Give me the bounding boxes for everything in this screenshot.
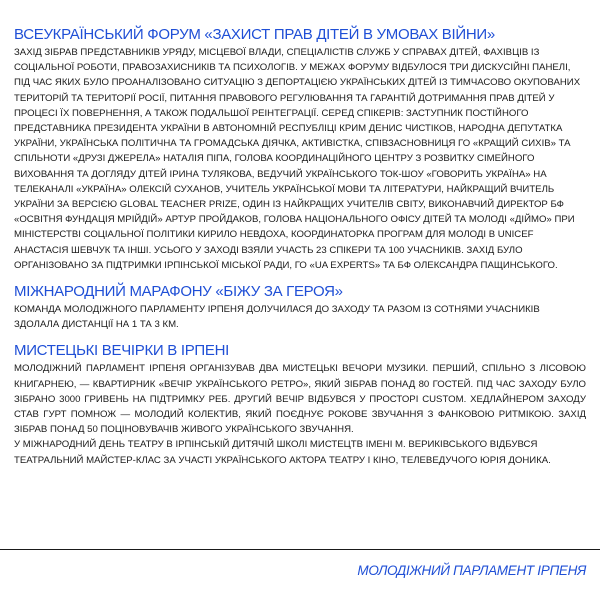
section-art-evenings	[14, 342, 586, 467]
section-marathon	[14, 283, 586, 332]
section-paragraph: У МІЖНАРОДНИЙ ДЕНЬ ТЕАТРУ В ІРПІНСЬКІЙ ДИТЯЧІЙ ШКОЛІ МИСТЕЦТВ ІМЕНІ М. ВЕРИКІВСЬКОГО ВІДБУВСЯ ТЕАТРАЛЬНИЙ МАЙСТЕР-КЛАС ЗА УЧАСТІ УКРАЇНСЬКОГО АКТОРА ТЕАТРУ І КІНО, ТЕЛЕВЕДУЧОГО ЮРІЯ ДОНИКА.	[14, 439, 551, 466]
section-heading: ВСЕУКРАЇНСЬКИЙ ФОРУМ «ЗАХИСТ ПРАВ ДІТЕЙ В УМОВАХ ВІЙНИ»	[14, 26, 495, 43]
article-body	[14, 26, 586, 478]
section-heading: МІЖНАРОДНИЙ МАРАФОНУ «БІЖУ ЗА ГЕРОЯ»	[14, 283, 343, 301]
section-paragraph: КОМАНДА МОЛОДІЖНОГО ПАРЛАМЕНТУ ІРПЕНЯ ДОЛУЧИЛАСЯ ДО ЗАХОДУ ТА РАЗОМ ІЗ СОТНЯМИ УЧАСНИКІВ ЗДОЛАЛА ДИСТАНЦІЇ НА 1 ТА 3 КМ.	[14, 304, 540, 331]
footer-org-name: МОЛОДІЖНИЙ ПАРЛАМЕНТ ІРПЕНЯ	[357, 563, 586, 578]
section-heading: МИСТЕЦЬКІ ВЕЧІРКИ В ІРПЕНІ	[14, 342, 229, 360]
section-forum	[14, 26, 586, 273]
footer-divider	[0, 549, 600, 550]
section-paragraph: МОЛОДІЖНИЙ ПАРЛАМЕНТ ІРПЕНЯ ОРГАНІЗУВАВ ДВА МИСТЕЦЬКІ ВЕЧОРИ МУЗИКИ. ПЕРШИЙ, СПІЛЬНО З ЛІСОВОЮ КНИГАРНЕЮ, — КВАРТИРНИК «ВЕЧІР УКРАЇНСЬКОГО РЕТРО», ЯКИЙ ЗІБРАВ ПОНАД 80 ГОСТЕЙ. ПІД ЧАС ЗАХОДУ БУЛО ЗІБРАНО 3000 ГРИВЕНЬ НА ПІДТРИМКУ РЕБ. ДРУГИЙ ВЕЧІР ВІДБУВСЯ У ПРОСТОРІ CUSTOM. ХЕДЛАЙНЕРОМ ЗАХОДУ СТАВ ГУРТ ПОМНОЖ — МОЛОДИЙ КОЛЕКТИВ, ЯКИЙ ПОЄДНУЄ РОКОВЕ ЗВУЧАННЯ З ФАНКОВОЮ РИТМІКОЮ. ЗАХІД ЗІБРАВ ПОНАД 50 ПОЦІНОВУВАЧІВ ЖИВОГО УКРАЇНСЬКОГО ЗВУЧАННЯ.	[14, 363, 586, 436]
section-paragraph: ЗАХІД ЗІБРАВ ПРЕДСТАВНИКІВ УРЯДУ, МІСЦЕВОЇ ВЛАДИ, СПЕЦІАЛІСТІВ СЛУЖБ У СПРАВАХ ДІТЕЙ, ФАХІВЦІВ ІЗ СОЦІАЛЬНОЇ РОБОТИ, ПРАВОЗАХИСНИКІВ ТА ПСИХОЛОГІВ. У МЕЖАХ ФОРУМУ ВІДБУЛОСЯ ТРИ ДИСКУСІЙНІ ПАНЕЛІ, ПІД ЧАС ЯКИХ БУЛО ПРОАНАЛІЗОВАНО СИТУАЦІЮ З ДЕПОРТАЦІЄЮ УКРАЇНСЬКИХ ДІТЕЙ ІЗ ТИМЧАСОВО ОКУПОВАНИХ ТЕРИТОРІЙ ТА ТЕРИТОРІЇ РОСІЇ, ПИТАННЯ ПРАВОВОГО РЕГУЛЮВАННЯ ТА ГАРАНТІЙ ДОТРИМАННЯ ПРАВ ДІТЕЙ У ПРОЦЕСІ ЇХ ПОВЕРНЕННЯ, А ТАКОЖ ПОДАЛЬШОЇ РЕІНТЕГРАЦІЇ. СЕРЕД СПІКЕРІВ: ЗАСТУПНИК ПОСТІЙНОГО ПРЕДСТАВНИКА ПРЕЗИДЕНТА УКРАЇНИ В АВТОНОМНІЙ РЕСПУБЛІЦІ КРИМ ДЕНИС ЧИСТІКОВ, НАРОДНА ДЕПУТАТКА УКРАЇНИ, УКРАЇНСЬКА ПОЛІТИЧНА ТА ГРОМАДСЬКА ДІЯЧКА, АКТИВІСТКА, СПІВЗАСНОВНИЦЯ ГО «КРАЩИЙ СИХІВ» ТА СПІЛЬНОТИ «ДРУЗІ ДЖЕРЕЛА» НАТАЛІЯ ПІПА, ГОЛОВА КООРДИНАЦІЙНОГО ЦЕНТРУ З РОЗВИТКУ СІМЕЙНОГО ВИХОВАННЯ ТА ДОГЛЯДУ ДІТЕЙ ІРИНА ТУЛЯКОВА, ВЕДУЧИЙ УКРАЇНСЬКОГО ТОК-ШОУ «ГОВОРИТЬ УКРАЇНА» НА ТЕЛЕКАНАЛІ «УКРАЇНА» ОЛЕКСІЙ СУХАНОВ, УЧИТЕЛЬ УКРАЇНСЬКОЇ МОВИ ТА ЛІТЕРАТУРИ, НАЙКРАЩИЙ ВЧИТЕЛЬ УКРАЇНИ ЗА ВЕРСІЄЮ GLOBAL TEACHER PRIZE, ОДИН ІЗ НАЙКРАЩИХ УЧИТЕЛІВ СВІТУ, ВИКОНАВЧИЙ ДИРЕКТОР БФ «ОСВІТНЯ ФУНДАЦІЯ МРІЙДІЙ» АРТУР ПРОЙДАКОВ, ГОЛОВА НАЦІОНАЛЬНОГО ОФІСУ ДІТЕЙ ТА МОЛОДІ «ДІЙМО» ПРИ МІНІСТЕРСТВІ СОЦІАЛЬНОЇ ПОЛІТИКИ КИРИЛО НЕВДОХА, КООРДИНАТОРКА ПРОГРАМ ДЛЯ МОЛОДІ В UNICEF АНАСТАСІЯ ШЕВЧУК ТА ІНШІ. УСЬОГО У ЗАХОДІ ВЗЯЛИ УЧАСТЬ 23 СПІКЕРИ ТА 100 УЧАСНИКІВ. ЗАХІД БУЛО ОРГАНІЗОВАНО ЗА ПІДТРИМКИ ІРПІНСЬКОЇ МІСЬКОЇ РАДИ, ГО «UA EXPERTS» ТА БФ ОЛЕКСАНДРА ПАЩИНСЬКОГО.	[14, 47, 581, 271]
